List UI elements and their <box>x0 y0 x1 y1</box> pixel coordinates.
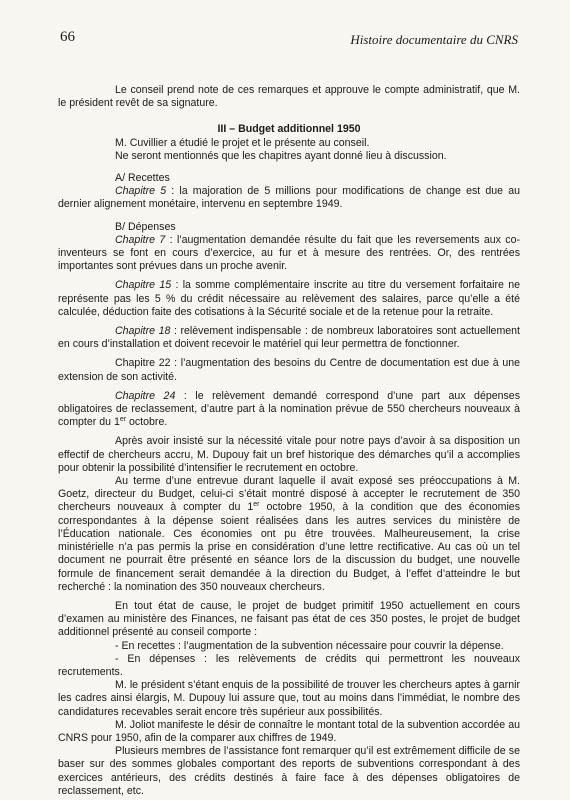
paragraph-intro: Le conseil prend note de ces remarques et approuve le compte administratif, que M. le président revêt de sa signature. <box>58 84 520 110</box>
paragraph-mention: Ne seront mentionnés que les chapitres ayant donné lieu à discussion. <box>115 149 447 162</box>
paragraph-cuvillier: M. Cuvillier a étudié le projet et le présente au conseil. <box>115 136 370 149</box>
superscript: er <box>119 416 127 424</box>
paragraph-apres: Après avoir insisté sur la nécessité vitale pour notre pays d’avoir à sa disposition un effectif de chercheurs accru, M. Dupouy fait un bref historique des démarches qu’il a accomplies pour obtenir la possibilité d’intensifier le recrutement en octobre. <box>58 435 520 474</box>
chapter-label: Chapitre 5 <box>115 185 167 198</box>
chapter-text: : relèvement indispensable : de nombreux laboratoires sont actuellement en cours d’installation et doivent recevoir le matériel qui leur permettra de fonctionner. <box>58 325 520 351</box>
paragraph-chapitre-15 <box>58 279 520 319</box>
paragraph-text: octobre 1950, à la condition que des économies correspondantes à la dépense soient réalisées dans les autres services du ministère de l’Éducation nationale. Ces économies ont pu être trouvées. Malheureusement, la crise ministérielle n’a pas permis la prise en considération d’une lettre rectificative. Au cas où un tel document ne pourrait être présenté en séance lors de la discussion du budget, une nouvelle formule de financement serait demandée à la direction du Budget, à l’effet d’atteindre le but recherché : la nomination des 350 nouveaux chercheurs. <box>58 501 520 593</box>
paragraph-chapitre-18 <box>58 325 520 351</box>
chapter-text: : l’augmentation demandée résulte du fait que les reversements aux co-inventeurs se font en cours d’exercice, au fur et à mesure des rentrées. Or, des rentrées importantes sont prévues dans un proche avenir. <box>58 233 520 273</box>
list-item-depenses: - En dépenses : les relèvements de crédits qui permettront les nouveaux recrutements. <box>58 652 520 678</box>
paragraph-etat: En tout état de cause, le projet de budget primitif 1950 actuellement en cours d’examen au ministère des Finances, ne faisant pas état de ces 350 postes, le projet de budget additionnel présenté au conseil comporte : <box>58 599 520 639</box>
recettes-heading: A/ Recettes <box>115 172 170 185</box>
paragraph-chapitre-22: Chapitre 22 : l’augmentation des besoins du Centre de documentation est due à une extension de son activité. <box>58 357 520 383</box>
running-title: Histoire documentaire du CNRS <box>350 32 518 47</box>
paragraph-text: Au terme d’une entrevue durant laquelle il avait exposé ses préoccupations à M. Goetz, directeur du Budget, celui-ci s’était montré disposé à accepter le recrutement de 350 chercheurs nouveaux à compter du 1 <box>58 475 520 514</box>
chapter-text: : le relèvement demandé correspond d’une part aux dépenses obligatoires de reclassement, d’autre part à la nomination prévue de 550 chercheurs nouveaux à compter du 1 <box>58 389 520 429</box>
chapter-text: : la somme complémentaire inscrite au titre du versement forfaitaire ne représente pas les 5 % du crédit nécessaire au relèvement des salaires, parce qu’elle a été calculée, déduction faite des cotisations à la Sécurité sociale et de la retenue pour la retraite. <box>58 279 520 318</box>
paragraph-chapitre-5 <box>58 185 520 211</box>
body-text <box>58 84 520 798</box>
list-item-recettes: - En recettes : l’augmentation de la subvention nécessaire pour couvrir la dépense. <box>115 639 504 652</box>
chapter-label: Chapitre 15 <box>115 279 172 292</box>
page-number: 66 <box>60 29 75 45</box>
paragraph-chapitre-24 <box>58 390 520 430</box>
paragraph-chapitre-7 <box>58 234 520 274</box>
paragraph-joliot: M. Joliot manifeste le désir de connaître le montant total de la subvention accordée au CNRS pour 1950, afin de la comparer aux chiffres de 1949. <box>58 718 520 744</box>
paragraph-terme <box>58 475 520 594</box>
paragraph-president: M. le président s’étant enquis de la possibilité de trouver les chercheurs aptes à garnir les cadres ainsi élargis, M. Dupouy lui assure que, tout au moins dans l’immédiat, le nombre des candidatures recevables serait encore très supérieur aux possibilités. <box>58 679 520 718</box>
chapter-text: : la majoration de 5 millions pour modifications de change est due au dernier alignement monétaire, intervenu en septembre 1949. <box>58 185 520 211</box>
paragraph-plusieurs: Plusieurs membres de l’assistance font remarquer qu’il est extrêmement difficile de se baser sur des sommes globales comportant des reports de subventions correspondant à des exercices antérieurs, des crédits destinés à faire face à des dépenses obligatoires de reclassement, etc. <box>58 745 520 797</box>
chapter-label: Chapitre 7 <box>115 233 166 246</box>
superscript: er <box>253 501 260 509</box>
chapter-text: octobre. <box>126 416 168 429</box>
chapter-label: Chapitre 18 <box>115 325 171 338</box>
section-title: III – Budget additionnel 1950 <box>217 123 361 136</box>
depenses-heading: B/ Dépenses <box>115 220 176 233</box>
chapter-label: Chapitre 24 <box>115 389 176 402</box>
